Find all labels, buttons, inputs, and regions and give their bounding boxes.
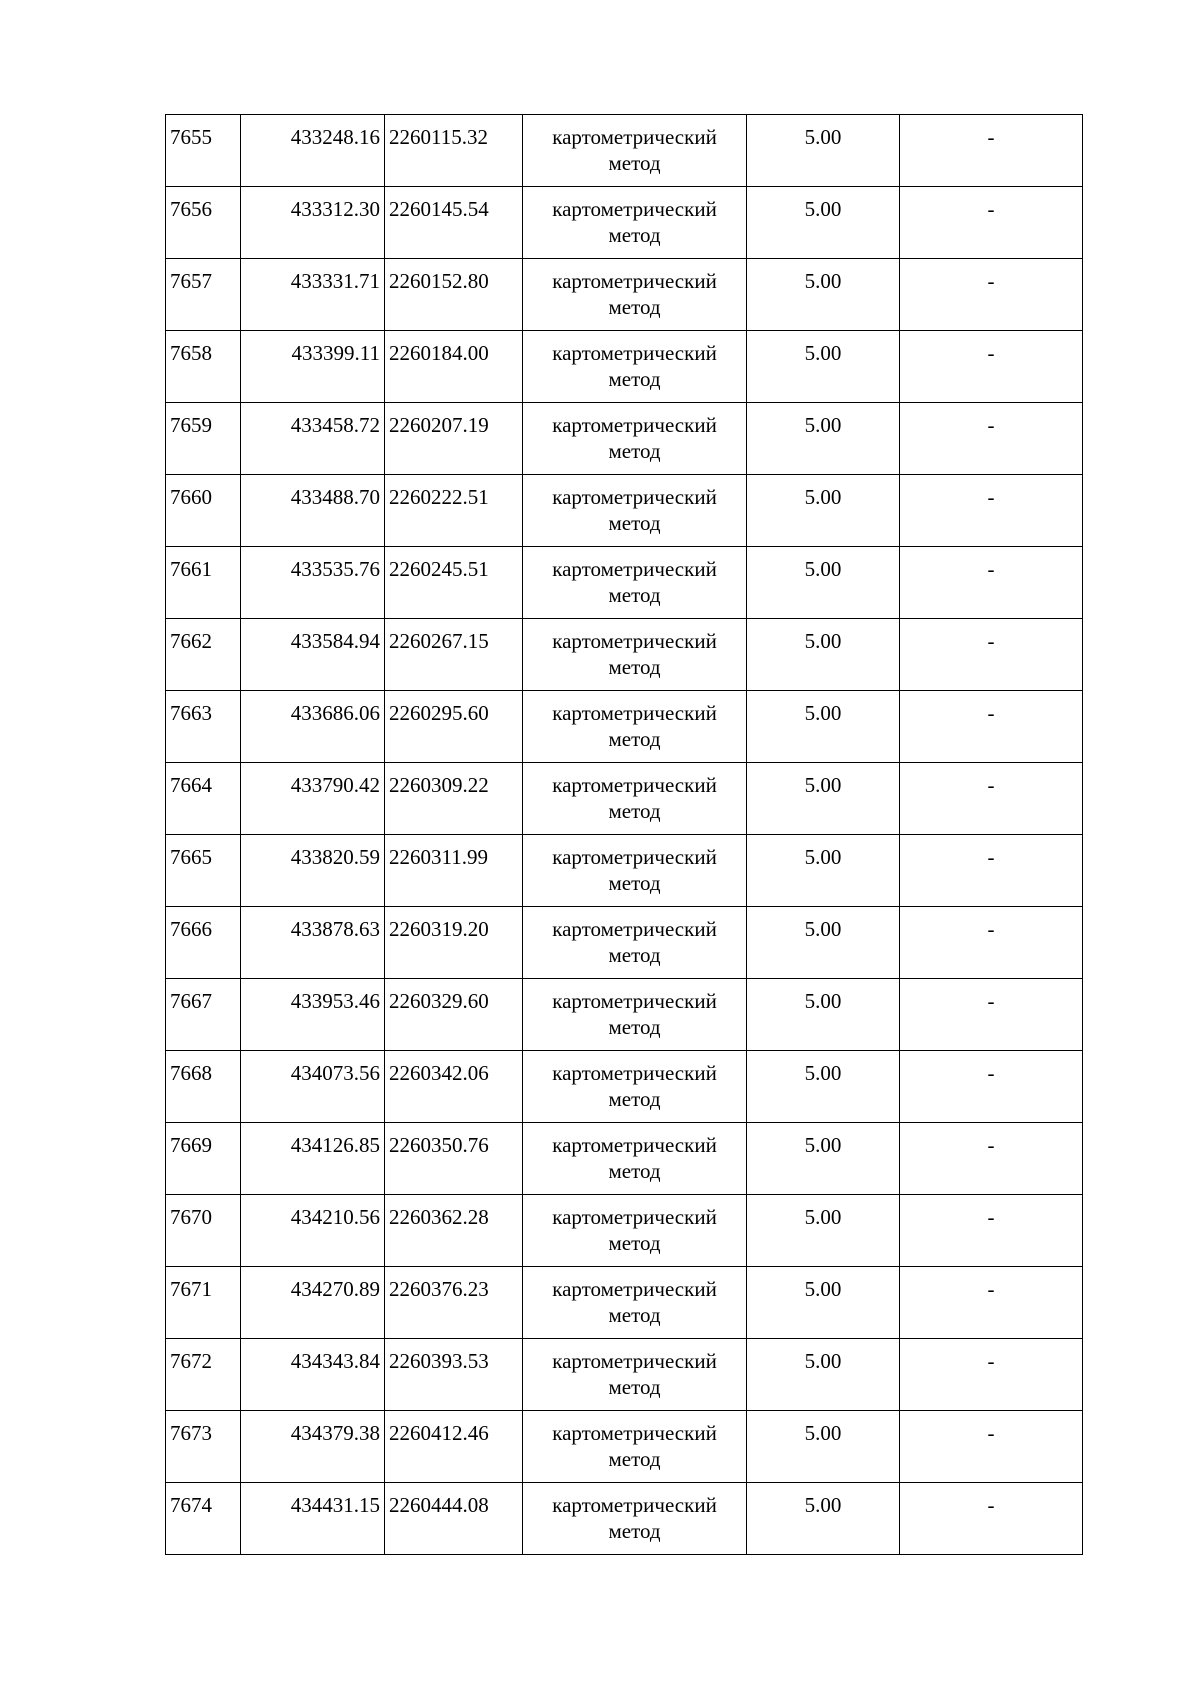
method-text-line: метод	[608, 295, 661, 319]
method-text-line: картометрический	[552, 1205, 717, 1229]
y-coordinate-cell: 2260444.08	[385, 1483, 523, 1555]
note-cell: -	[900, 259, 1083, 331]
method-text-line: метод	[608, 223, 661, 247]
method-text-line: метод	[608, 943, 661, 967]
method-text-line: картометрический	[552, 413, 717, 437]
y-coordinate-cell: 2260342.06	[385, 1051, 523, 1123]
accuracy-cell: 5.00	[747, 763, 900, 835]
table-row	[166, 547, 1083, 619]
method-text-line: метод	[608, 1375, 661, 1399]
note-cell: -	[900, 1195, 1083, 1267]
point-number-cell: 7659	[166, 403, 241, 475]
method-text-line: картометрический	[552, 917, 717, 941]
note-cell: -	[900, 1123, 1083, 1195]
method-text-line: метод	[608, 367, 661, 391]
method-text-line: метод	[608, 799, 661, 823]
point-number-cell: 7661	[166, 547, 241, 619]
method-text-line: метод	[608, 511, 661, 535]
point-number-cell: 7658	[166, 331, 241, 403]
note-cell: -	[900, 115, 1083, 187]
point-number-cell: 7664	[166, 763, 241, 835]
method-cell	[523, 403, 747, 475]
method-cell	[523, 763, 747, 835]
y-coordinate-cell: 2260295.60	[385, 691, 523, 763]
method-cell	[523, 1195, 747, 1267]
x-coordinate-cell: 433686.06	[241, 691, 385, 763]
table-row	[166, 979, 1083, 1051]
method-cell	[523, 1339, 747, 1411]
accuracy-cell: 5.00	[747, 187, 900, 259]
method-cell	[523, 835, 747, 907]
note-cell: -	[900, 1411, 1083, 1483]
y-coordinate-cell: 2260115.32	[385, 115, 523, 187]
table-row	[166, 331, 1083, 403]
method-text-line: метод	[608, 1303, 661, 1327]
method-cell	[523, 1411, 747, 1483]
method-text-line: метод	[608, 727, 661, 751]
accuracy-cell: 5.00	[747, 547, 900, 619]
accuracy-cell: 5.00	[747, 115, 900, 187]
y-coordinate-cell: 2260152.80	[385, 259, 523, 331]
note-cell: -	[900, 547, 1083, 619]
method-cell	[523, 475, 747, 547]
x-coordinate-cell: 434210.56	[241, 1195, 385, 1267]
method-text-line: картометрический	[552, 1349, 717, 1373]
accuracy-cell: 5.00	[747, 259, 900, 331]
table-body	[166, 115, 1083, 1555]
accuracy-cell: 5.00	[747, 1195, 900, 1267]
table-row	[166, 835, 1083, 907]
x-coordinate-cell: 434379.38	[241, 1411, 385, 1483]
point-number-cell: 7672	[166, 1339, 241, 1411]
accuracy-cell: 5.00	[747, 691, 900, 763]
y-coordinate-cell: 2260245.51	[385, 547, 523, 619]
accuracy-cell: 5.00	[747, 1483, 900, 1555]
method-text-line: картометрический	[552, 629, 717, 653]
method-text-line: картометрический	[552, 773, 717, 797]
method-text-line: метод	[608, 439, 661, 463]
method-cell	[523, 979, 747, 1051]
method-text-line: картометрический	[552, 269, 717, 293]
method-text-line: картометрический	[552, 485, 717, 509]
point-number-cell: 7668	[166, 1051, 241, 1123]
y-coordinate-cell: 2260309.22	[385, 763, 523, 835]
note-cell: -	[900, 691, 1083, 763]
x-coordinate-cell: 433488.70	[241, 475, 385, 547]
point-number-cell: 7660	[166, 475, 241, 547]
x-coordinate-cell: 433790.42	[241, 763, 385, 835]
method-text-line: картометрический	[552, 1133, 717, 1157]
table-row	[166, 1123, 1083, 1195]
y-coordinate-cell: 2260393.53	[385, 1339, 523, 1411]
y-coordinate-cell: 2260319.20	[385, 907, 523, 979]
accuracy-cell: 5.00	[747, 619, 900, 691]
method-text-line: картометрический	[552, 1277, 717, 1301]
y-coordinate-cell: 2260329.60	[385, 979, 523, 1051]
method-text-line: картометрический	[552, 1421, 717, 1445]
note-cell: -	[900, 187, 1083, 259]
x-coordinate-cell: 434343.84	[241, 1339, 385, 1411]
note-cell: -	[900, 979, 1083, 1051]
table-row	[166, 619, 1083, 691]
x-coordinate-cell: 434270.89	[241, 1267, 385, 1339]
x-coordinate-cell: 433331.71	[241, 259, 385, 331]
accuracy-cell: 5.00	[747, 835, 900, 907]
x-coordinate-cell: 434431.15	[241, 1483, 385, 1555]
y-coordinate-cell: 2260207.19	[385, 403, 523, 475]
point-number-cell: 7667	[166, 979, 241, 1051]
method-cell	[523, 1267, 747, 1339]
method-cell	[523, 115, 747, 187]
point-number-cell: 7669	[166, 1123, 241, 1195]
method-cell	[523, 1123, 747, 1195]
table-row	[166, 1195, 1083, 1267]
method-cell	[523, 907, 747, 979]
note-cell: -	[900, 1339, 1083, 1411]
table-row	[166, 691, 1083, 763]
accuracy-cell: 5.00	[747, 1267, 900, 1339]
note-cell: -	[900, 835, 1083, 907]
accuracy-cell: 5.00	[747, 907, 900, 979]
accuracy-cell: 5.00	[747, 403, 900, 475]
method-cell	[523, 1051, 747, 1123]
method-text-line: картометрический	[552, 197, 717, 221]
method-text-line: метод	[608, 151, 661, 175]
y-coordinate-cell: 2260267.15	[385, 619, 523, 691]
y-coordinate-cell: 2260376.23	[385, 1267, 523, 1339]
x-coordinate-cell: 434126.85	[241, 1123, 385, 1195]
note-cell: -	[900, 763, 1083, 835]
y-coordinate-cell: 2260145.54	[385, 187, 523, 259]
accuracy-cell: 5.00	[747, 1051, 900, 1123]
note-cell: -	[900, 907, 1083, 979]
method-text-line: метод	[608, 1087, 661, 1111]
method-cell	[523, 691, 747, 763]
accuracy-cell: 5.00	[747, 1339, 900, 1411]
method-text-line: метод	[608, 1447, 661, 1471]
method-text-line: картометрический	[552, 557, 717, 581]
table-row	[166, 259, 1083, 331]
table-row	[166, 1483, 1083, 1555]
x-coordinate-cell: 433584.94	[241, 619, 385, 691]
y-coordinate-cell: 2260350.76	[385, 1123, 523, 1195]
point-number-cell: 7665	[166, 835, 241, 907]
note-cell: -	[900, 619, 1083, 691]
table-row	[166, 403, 1083, 475]
x-coordinate-cell: 433458.72	[241, 403, 385, 475]
method-text-line: метод	[608, 655, 661, 679]
note-cell: -	[900, 1267, 1083, 1339]
accuracy-cell: 5.00	[747, 1411, 900, 1483]
x-coordinate-cell: 433399.11	[241, 331, 385, 403]
method-text-line: метод	[608, 583, 661, 607]
point-number-cell: 7656	[166, 187, 241, 259]
method-text-line: метод	[608, 1015, 661, 1039]
method-cell	[523, 187, 747, 259]
table-row	[166, 475, 1083, 547]
method-text-line: картометрический	[552, 1061, 717, 1085]
table-row	[166, 187, 1083, 259]
y-coordinate-cell: 2260412.46	[385, 1411, 523, 1483]
note-cell: -	[900, 475, 1083, 547]
note-cell: -	[900, 1483, 1083, 1555]
table-row	[166, 115, 1083, 187]
method-text-line: метод	[608, 871, 661, 895]
method-text-line: картометрический	[552, 125, 717, 149]
note-cell: -	[900, 1051, 1083, 1123]
table-row	[166, 1339, 1083, 1411]
y-coordinate-cell: 2260222.51	[385, 475, 523, 547]
accuracy-cell: 5.00	[747, 979, 900, 1051]
x-coordinate-cell: 433312.30	[241, 187, 385, 259]
point-number-cell: 7674	[166, 1483, 241, 1555]
method-text-line: метод	[608, 1231, 661, 1255]
method-cell	[523, 547, 747, 619]
method-text-line: картометрический	[552, 845, 717, 869]
x-coordinate-cell: 434073.56	[241, 1051, 385, 1123]
method-text-line: картометрический	[552, 1493, 717, 1517]
table-row	[166, 1267, 1083, 1339]
x-coordinate-cell: 433953.46	[241, 979, 385, 1051]
note-cell: -	[900, 403, 1083, 475]
x-coordinate-cell: 433820.59	[241, 835, 385, 907]
method-cell	[523, 259, 747, 331]
method-cell	[523, 619, 747, 691]
table-row	[166, 907, 1083, 979]
x-coordinate-cell: 433248.16	[241, 115, 385, 187]
y-coordinate-cell: 2260311.99	[385, 835, 523, 907]
point-number-cell: 7662	[166, 619, 241, 691]
note-cell: -	[900, 331, 1083, 403]
coordinates-table	[165, 114, 1083, 1555]
method-text-line: картометрический	[552, 341, 717, 365]
table-row	[166, 1411, 1083, 1483]
table-row	[166, 763, 1083, 835]
point-number-cell: 7663	[166, 691, 241, 763]
accuracy-cell: 5.00	[747, 331, 900, 403]
method-text-line: картометрический	[552, 989, 717, 1013]
y-coordinate-cell: 2260184.00	[385, 331, 523, 403]
accuracy-cell: 5.00	[747, 475, 900, 547]
accuracy-cell: 5.00	[747, 1123, 900, 1195]
point-number-cell: 7670	[166, 1195, 241, 1267]
y-coordinate-cell: 2260362.28	[385, 1195, 523, 1267]
x-coordinate-cell: 433535.76	[241, 547, 385, 619]
point-number-cell: 7666	[166, 907, 241, 979]
method-text-line: метод	[608, 1159, 661, 1183]
point-number-cell: 7657	[166, 259, 241, 331]
method-text-line: метод	[608, 1519, 661, 1543]
point-number-cell: 7673	[166, 1411, 241, 1483]
point-number-cell: 7671	[166, 1267, 241, 1339]
x-coordinate-cell: 433878.63	[241, 907, 385, 979]
point-number-cell: 7655	[166, 115, 241, 187]
method-text-line: картометрический	[552, 701, 717, 725]
method-cell	[523, 331, 747, 403]
table-row	[166, 1051, 1083, 1123]
method-cell	[523, 1483, 747, 1555]
